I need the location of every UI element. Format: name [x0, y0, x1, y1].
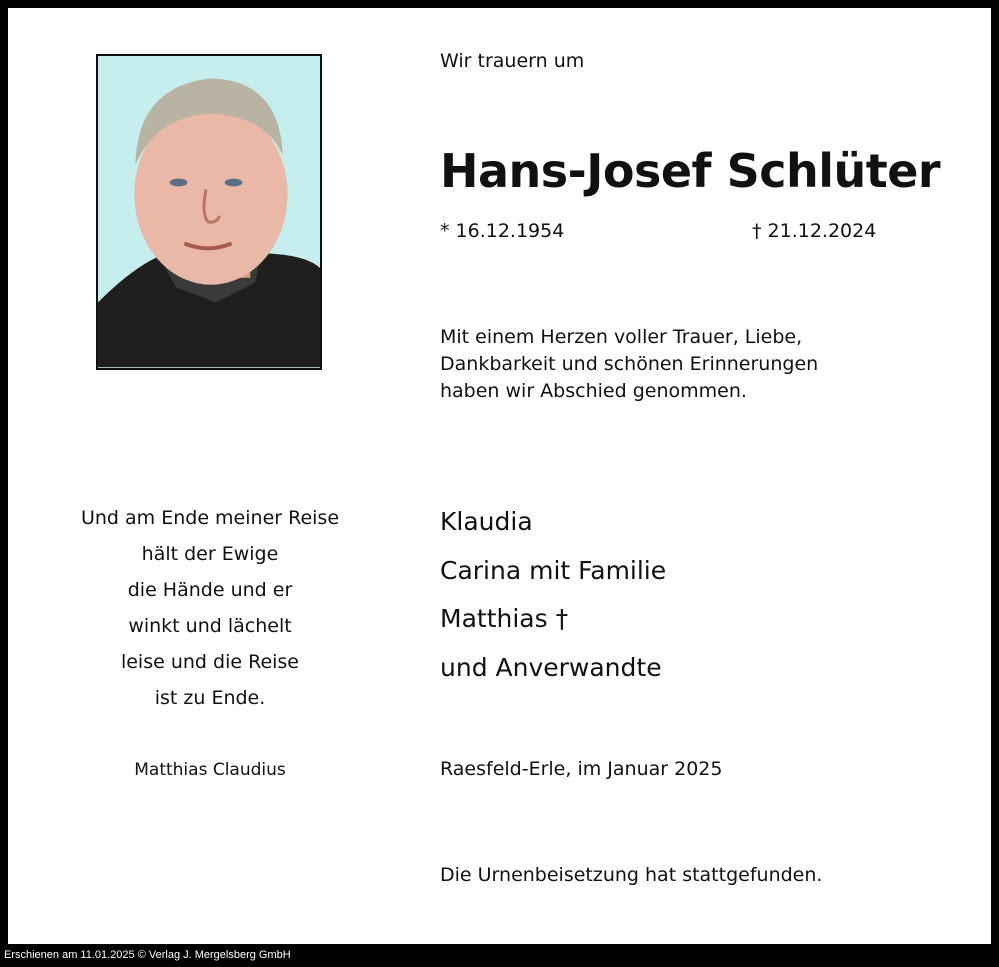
birth-date: * 16.12.1954	[440, 220, 565, 242]
burial-note: Die Urnenbeisetzung hat stattgefunden.	[440, 864, 823, 886]
poem-line: Und am Ende meiner Reise	[80, 507, 340, 529]
farewell-message	[440, 324, 818, 405]
poem	[60, 500, 360, 716]
mourner: und Anverwandte	[440, 652, 662, 682]
deceased-name: Hans-Josef Schlüter	[440, 144, 941, 198]
obituary-card	[8, 8, 991, 944]
death-date: † 21.12.2024	[752, 220, 877, 242]
poem-line: leise und die Reise	[120, 651, 300, 673]
place-date: Raesfeld-Erle, im Januar 2025	[440, 758, 723, 780]
mourner: Klaudia	[440, 507, 533, 536]
poem-line: winkt und lächelt	[128, 615, 292, 637]
portrait-photo	[96, 54, 322, 370]
poem-line: ist zu Ende.	[154, 687, 266, 709]
message-line: haben wir Abschied genommen.	[440, 380, 747, 402]
mourners-list	[440, 498, 666, 692]
mourner: Carina mit Familie	[440, 555, 667, 585]
message-line: Dankbarkeit und schönen Erinnerungen	[440, 353, 819, 375]
poem-line: hält der Ewige	[141, 543, 279, 565]
intro-text: Wir trauern um	[440, 50, 585, 72]
poem-line: die Hände und er	[127, 579, 293, 601]
portrait-image	[98, 56, 320, 368]
publication-footer: Erschienen am 11.01.2025 © Verlag J. Mergelsberg GmbH	[4, 949, 291, 961]
poem-author: Matthias Claudius	[134, 760, 286, 780]
message-line: Mit einem Herzen voller Trauer, Liebe,	[440, 326, 803, 348]
mourner: Matthias †	[440, 604, 569, 633]
